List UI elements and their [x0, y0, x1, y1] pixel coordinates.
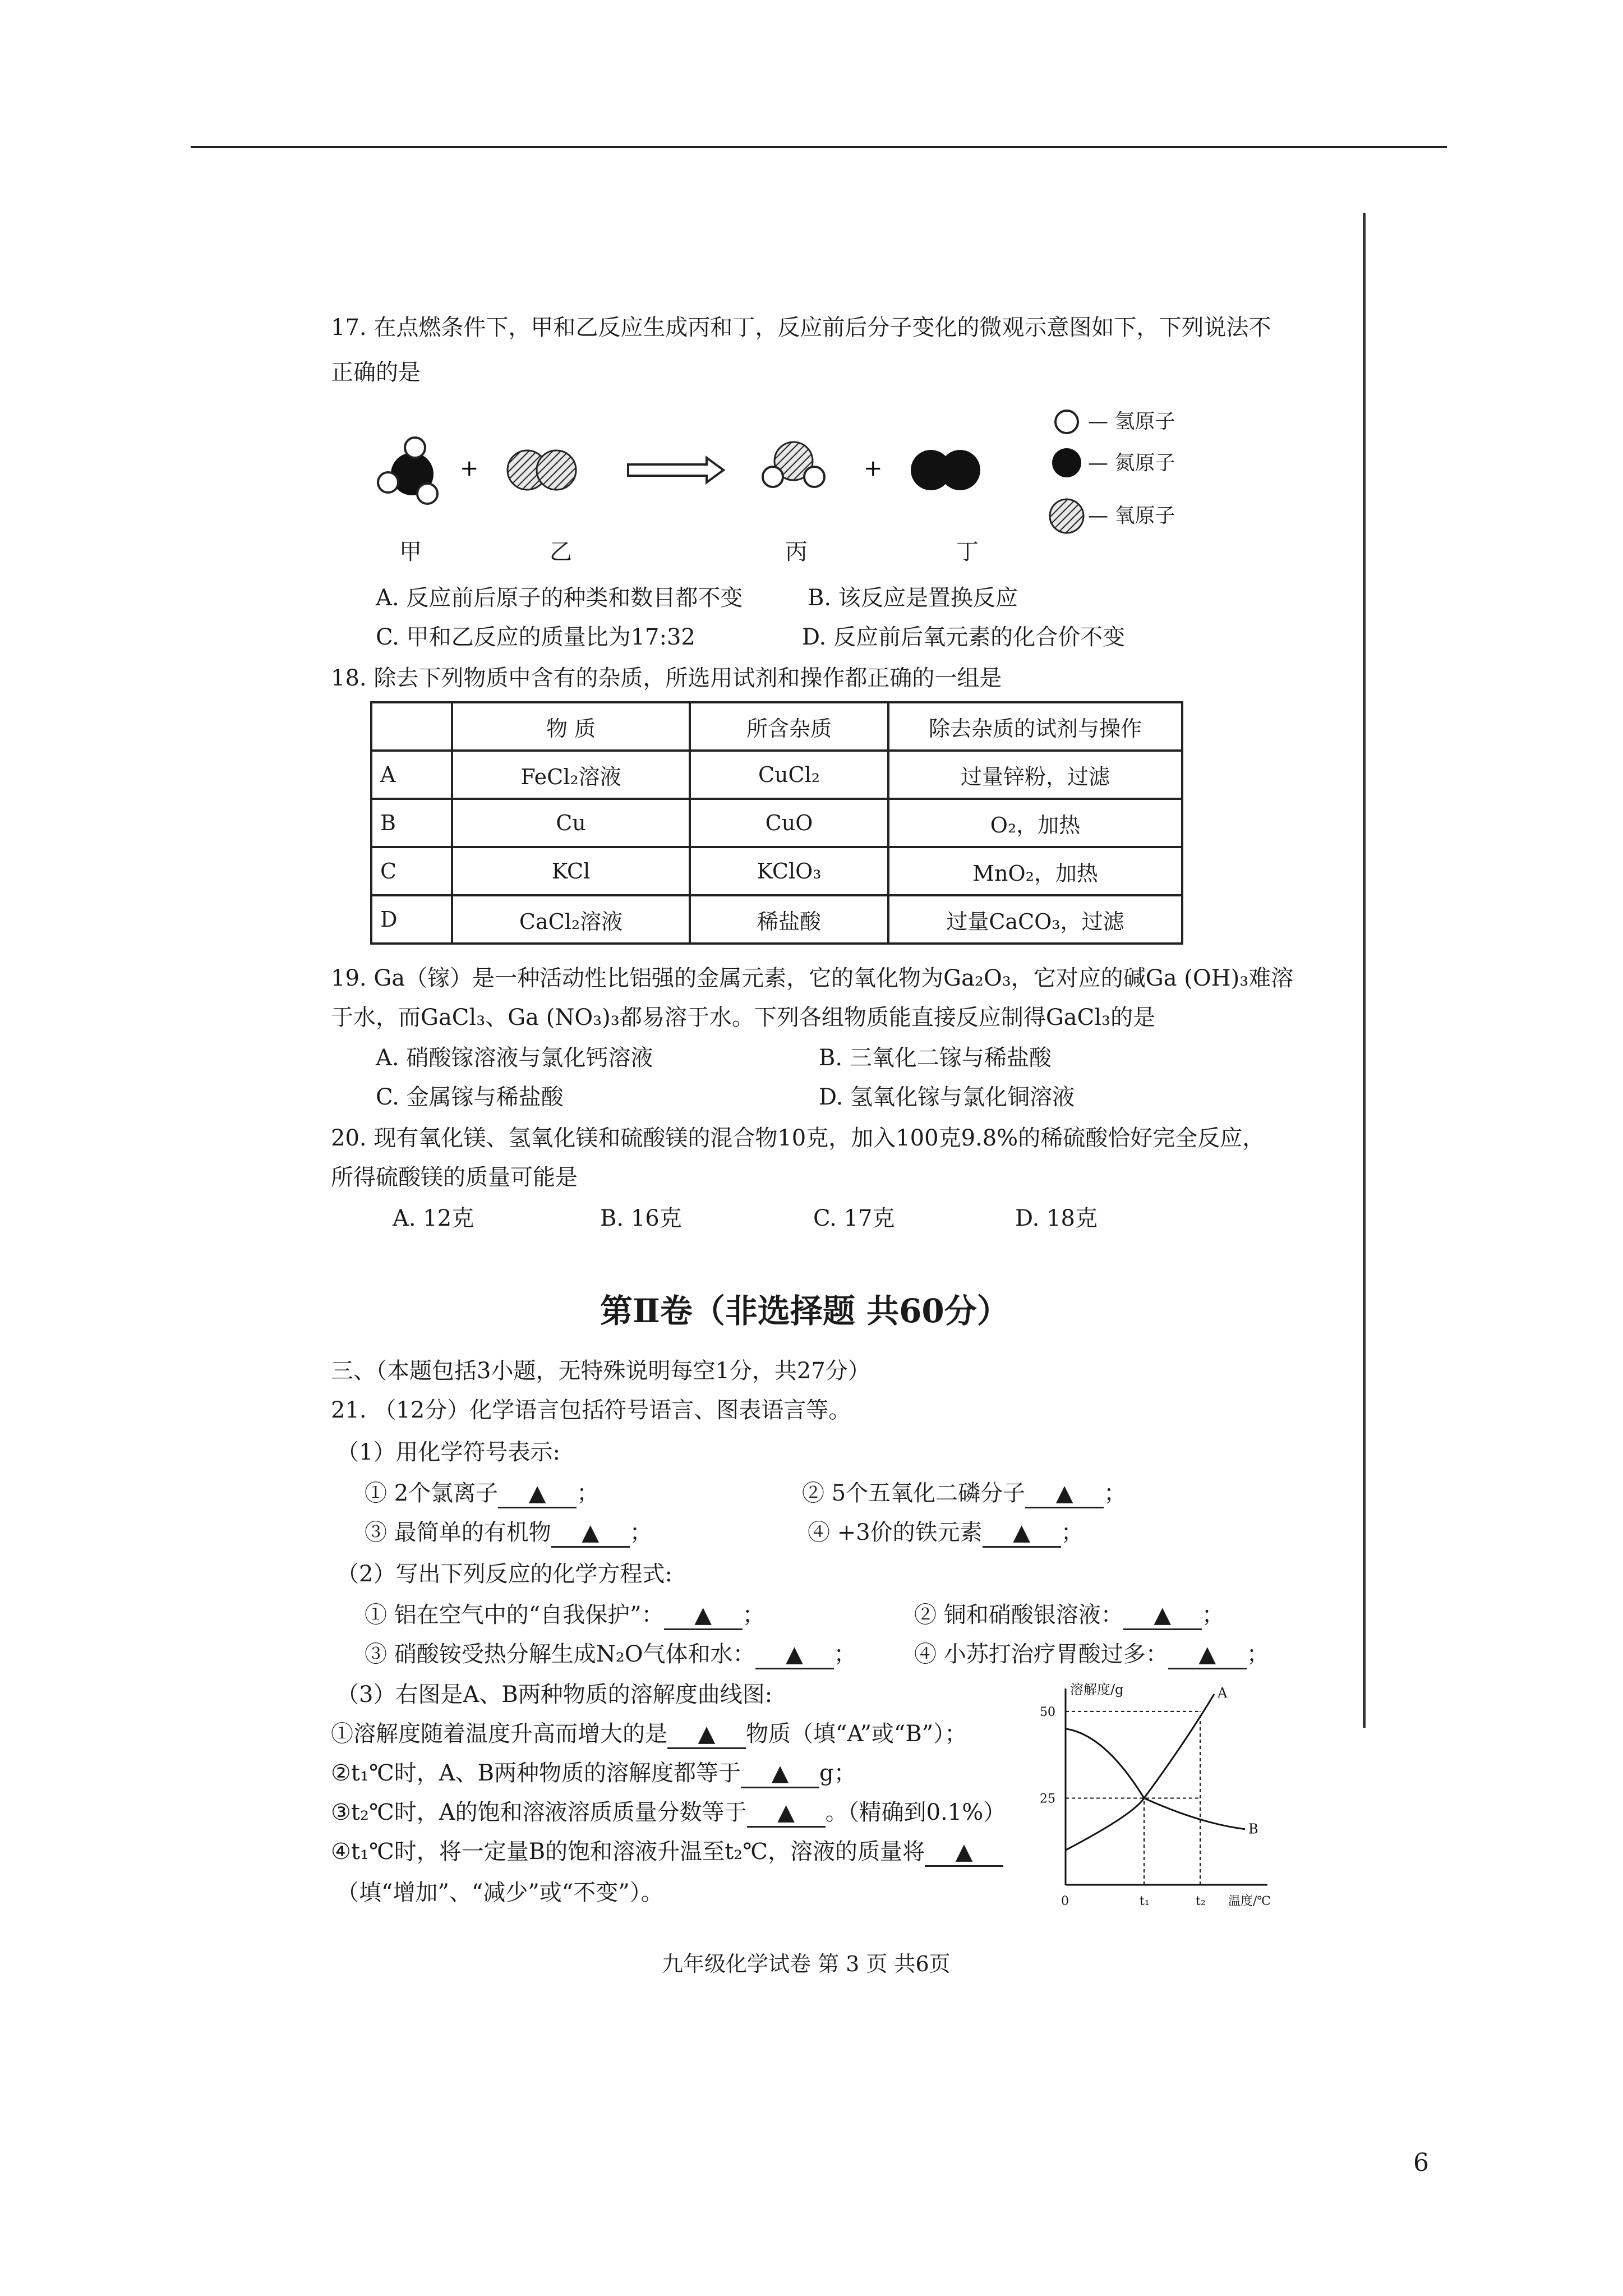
answer-blank[interactable]: ▲ [1123, 1602, 1202, 1630]
molecule-jia [378, 438, 437, 504]
q19-option-a: A. 硝酸镓溶液与氯化钙溶液 [376, 1045, 653, 1071]
q21-p1-item3: ③ 最简单的有机物 ▲ ； [365, 1519, 652, 1548]
plus-sign-1: + [460, 455, 479, 481]
series-b-curve [1066, 1729, 1245, 1829]
q19-stem-line1: 19. Ga（镓）是一种活动性比铝强的金属元素，它的氧化物为Ga₂O₃，它对应的碱Ga (OH)₃难溶 [331, 965, 1294, 991]
table-cell: C [371, 847, 452, 895]
table-header: 除去杂质的试剂与操作 [888, 702, 1182, 751]
table-cell: 过量CaCO₃，过滤 [888, 895, 1182, 944]
solubility-chart [1032, 1677, 1301, 1913]
q21-p1-item4: ④ +3价的铁元素 ▲ ； [808, 1519, 1083, 1548]
q20-option-d: D. 18克 [1015, 1205, 1098, 1231]
page-footer: 九年级化学试卷 第 3 页 共6页 [662, 1952, 951, 1976]
table-cell: MnO₂，加热 [888, 847, 1182, 895]
legend-oxygen: — 氧原子 [1088, 504, 1175, 527]
answer-blank[interactable]: ▲ [983, 1519, 1061, 1548]
section3-heading: 三、（本题包括3小题，无特殊说明每空1分，共27分） [331, 1358, 870, 1384]
table-cell: A [371, 751, 452, 799]
table-row [371, 895, 1182, 944]
table-cell: O₂，加热 [888, 799, 1182, 847]
series-label: B [1248, 1821, 1258, 1837]
series-a-curve [1066, 1694, 1214, 1850]
x-tick-label: t₁ [1140, 1894, 1150, 1908]
legend-nitrogen: — 氮原子 [1088, 452, 1175, 475]
q20-option-b: B. 16克 [600, 1205, 682, 1231]
table-header-row [371, 702, 1182, 751]
q17-stem-line1: 17. 在点燃条件下，甲和乙反应生成丙和丁，反应前后分子变化的微观示意图如下，下列说法不 [331, 315, 1271, 341]
table-cell: CuCl₂ [690, 751, 888, 799]
q19-option-c: C. 金属镓与稀盐酸 [376, 1084, 564, 1110]
answer-blank[interactable]: ▲ [498, 1480, 577, 1508]
q19-option-d: D. 氢氧化镓与氯化铜溶液 [819, 1084, 1075, 1110]
q20-stem-line1: 20. 现有氧化镁、氢氧化镁和硫酸镁的混合物10克，加入100克9.8%的稀硫酸恰好完全反应， [331, 1125, 1265, 1151]
top-rule [191, 146, 1447, 148]
table-header: 物 质 [452, 702, 690, 751]
q17-option-d: D. 反应前后氧元素的化合价不变 [802, 624, 1126, 650]
q21-p2-item3: ③ 硝酸铵受热分解生成N₂O气体和水： ▲ ； [365, 1641, 856, 1669]
table-cell: FeCl₂溶液 [452, 751, 690, 799]
label-jia: 甲 [399, 539, 422, 565]
q21-p3-line4: ④t₁℃时，将一定量B的饱和溶液升温至t₂℃，溶液的质量将 ▲ [331, 1838, 1003, 1867]
y-axis-label: 溶解度/g [1070, 1682, 1124, 1697]
q17-option-b: B. 该反应是置换反应 [808, 585, 1018, 611]
label-ding: 丁 [956, 539, 979, 565]
y-tick-label: 25 [1040, 1792, 1055, 1806]
label-bing: 丙 [785, 539, 808, 565]
answer-blank[interactable]: ▲ [664, 1602, 743, 1630]
molecule-bing [763, 442, 824, 487]
q21-p2-item4: ④ 小苏打治疗胃酸过多： ▲ ； [914, 1641, 1269, 1669]
q20-option-a: A. 12克 [393, 1205, 474, 1231]
molecule-yi [508, 450, 576, 490]
q21-stem: 21. （12分）化学语言包括符号语言、图表语言等。 [331, 1397, 851, 1423]
answer-blank[interactable]: ▲ [755, 1641, 834, 1669]
q21-p3-line3: ③t₂℃时，A的饱和溶液溶质质量分数等于 ▲ 。（精确到0.1%） [331, 1799, 1006, 1828]
answer-blank[interactable]: ▲ [747, 1799, 826, 1828]
q21-p2-item2: ② 铜和硝酸银溶液： ▲ ； [914, 1602, 1224, 1630]
table-header [371, 702, 452, 751]
atom-legend [1050, 411, 1083, 533]
table-cell: KCl [452, 847, 690, 895]
table-cell: 过量锌粉，过滤 [888, 751, 1182, 799]
page-number: 6 [1413, 2148, 1429, 2177]
q21-part3: （3）右图是A、B两种物质的溶解度曲线图: [336, 1682, 773, 1708]
hydrogen-atom-icon [1055, 411, 1078, 433]
table-row [371, 847, 1182, 895]
table-row [371, 751, 1182, 799]
table-cell: KClO₃ [690, 847, 888, 895]
q20-stem-line2: 所得硫酸镁的质量可能是 [331, 1165, 578, 1190]
oxygen-atom-icon [1050, 499, 1083, 533]
table-row [371, 799, 1182, 847]
table-cell: Cu [452, 799, 690, 847]
q19-stem-line2: 于水，而GaCl₃、Ga (NO₃)₃都易溶于水。下列各组物质能直接反应制得GaCl₃的是 [331, 1005, 1156, 1030]
molecule-ding [911, 450, 980, 490]
q21-p2-item1: ① 铝在空气中的“自我保护”： ▲ ； [365, 1602, 765, 1630]
legend-hydrogen: — 氢原子 [1088, 410, 1175, 433]
q21-part2: （2）写出下列反应的化学方程式: [336, 1561, 672, 1587]
answer-blank[interactable]: ▲ [1168, 1641, 1247, 1669]
reaction-arrow [628, 458, 723, 482]
answer-blank[interactable]: ▲ [551, 1519, 630, 1548]
q17-option-c: C. 甲和乙反应的质量比为17:32 [376, 624, 695, 650]
answer-blank[interactable]: ▲ [667, 1720, 746, 1749]
q17-stem-line2: 正确的是 [331, 360, 421, 385]
scan-edge [1363, 213, 1366, 1728]
table-cell: D [371, 895, 452, 944]
x-axis-label: 温度/℃ [1228, 1894, 1271, 1908]
table-cell: 稀盐酸 [690, 895, 888, 944]
table-cell: CuO [690, 799, 888, 847]
q21-p3-line2: ②t₁℃时，A、B两种物质的溶解度都等于 ▲ g； [331, 1760, 856, 1788]
y-tick-label: 50 [1040, 1705, 1055, 1719]
q20-option-c: C. 17克 [813, 1205, 895, 1231]
x-tick-label: t₂ [1196, 1894, 1206, 1908]
q18-stem: 18. 除去下列物质中含有的杂质，所选用试剂和操作都正确的一组是 [331, 665, 1002, 691]
label-yi: 乙 [550, 539, 572, 565]
series-label: A [1218, 1685, 1228, 1701]
nitrogen-atom-icon [1052, 448, 1081, 477]
answer-blank[interactable]: ▲ [925, 1838, 1003, 1867]
table-cell: B [371, 799, 452, 847]
q21-p3-line1: ①溶解度随着温度升高而增大的是 ▲ 物质（填“A”或“B”）； [331, 1720, 967, 1749]
q19-option-b: B. 三氧化二镓与稀盐酸 [819, 1045, 1052, 1071]
q21-p1-item1: ① 2个氯离子 ▲ ； [365, 1480, 599, 1508]
q21-part1: （1）用化学符号表示: [336, 1439, 560, 1465]
x-tick-label: 0 [1061, 1894, 1069, 1908]
answer-blank[interactable]: ▲ [1025, 1480, 1104, 1508]
part2-title: 第Ⅱ卷（非选择题 共60分） [600, 1292, 1009, 1330]
q21-p1-item2: ② 5个五氧化二磷分子 ▲ ； [802, 1480, 1126, 1508]
plus-sign-2: + [864, 455, 883, 481]
q17-option-a: A. 反应前后原子的种类和数目都不变 [376, 585, 743, 611]
q18-table [370, 701, 1183, 945]
answer-blank[interactable]: ▲ [741, 1760, 819, 1788]
table-header: 所含杂质 [690, 702, 888, 751]
table-cell: CaCl₂溶液 [452, 895, 690, 944]
q21-p3-last: （填“增加”、“减少”或“不变”）。 [336, 1880, 663, 1906]
